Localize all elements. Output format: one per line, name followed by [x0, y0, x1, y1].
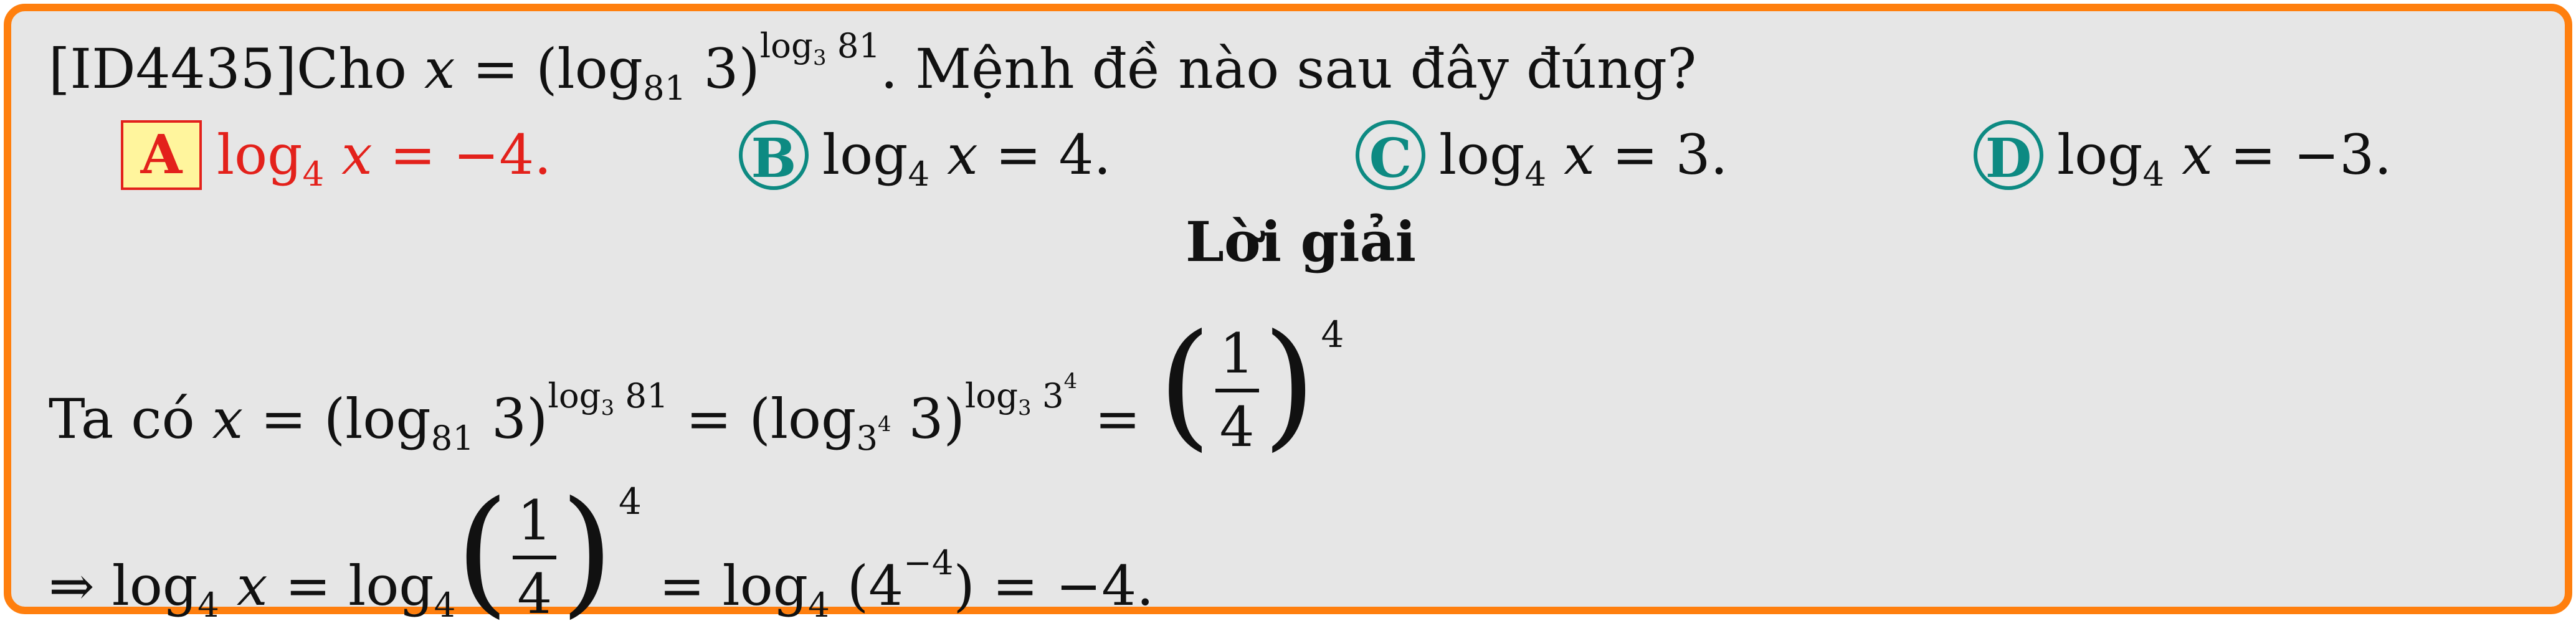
s1-c-sup-sup: 4 [1063, 369, 1078, 394]
s2-pow: 4 [619, 480, 642, 523]
s1-c-sub-sup: 4 [878, 411, 891, 436]
option-a-var: x [324, 123, 373, 187]
s2-sub1: 4 [197, 585, 219, 625]
s1-c-sub-base: 3 [856, 418, 878, 458]
s1-d: = [1077, 387, 1158, 451]
question-var: x [424, 37, 455, 101]
s1-b-sup2: 81 [614, 375, 668, 415]
s2-arrow: ⇒ log [49, 554, 198, 618]
s2-g-sup: −4 [903, 542, 954, 582]
option-c-log: log [1439, 123, 1525, 187]
option-d-label: D [1974, 120, 2043, 190]
s2-rparen: ) [560, 472, 614, 631]
s1-frac-bar [1215, 389, 1259, 392]
option-d-log: log [2057, 123, 2143, 187]
s1-c-sup-sub: 3 [1018, 395, 1032, 420]
s2-f: = log [641, 554, 809, 618]
option-d-rest: = −3. [2212, 123, 2392, 187]
solution-line-2 [49, 472, 1154, 631]
question-card [4, 4, 2572, 631]
option-a-base: 4 [302, 154, 325, 194]
option-a[interactable] [121, 120, 552, 194]
s2-sub2: 4 [434, 585, 456, 625]
s2-frac-bar [513, 556, 556, 559]
s1-c2: 3) [891, 387, 965, 451]
s1-b-sub: 81 [430, 418, 475, 458]
option-d-base: 4 [2142, 154, 2165, 194]
option-c-text [1439, 121, 1728, 194]
question-base: 81 [643, 68, 687, 108]
s1-x: x [212, 387, 244, 451]
option-c-rest: = 3. [1594, 123, 1728, 187]
option-b[interactable] [739, 120, 1111, 194]
s1-b-sup-log: log [548, 375, 601, 415]
option-d-var: x [2164, 123, 2213, 187]
s1-fraction-group [1157, 305, 1344, 464]
s2-fraction-group [455, 472, 642, 631]
s1-b-sup-sub: 3 [601, 395, 615, 420]
option-d-text [2057, 121, 2392, 194]
option-a-log: log [217, 123, 303, 187]
s2-e: = log [267, 554, 434, 618]
question-power-base: 3 [812, 45, 827, 70]
s1-c-sup-log: log [964, 375, 1019, 415]
question-power-arg: 81 [826, 25, 881, 65]
option-c-var: x [1546, 123, 1595, 187]
question-arg: 3) [686, 37, 760, 101]
s2-sub3: 4 [808, 585, 830, 625]
question-prefix: [ID4435]Cho [49, 37, 424, 101]
option-b-text [822, 121, 1111, 194]
s1-rparen: ) [1262, 305, 1316, 464]
question-text [49, 25, 1697, 108]
s1-c-sup2: 3 [1031, 375, 1064, 415]
option-a-rest: = −4. [372, 123, 552, 187]
s1-a: Ta có [49, 387, 212, 451]
question-suffix: . Mệnh đề nào sau đây đúng? [880, 37, 1697, 101]
option-c-base: 4 [1524, 154, 1547, 194]
option-b-label: B [739, 120, 809, 190]
question-eq: = (log [455, 37, 644, 101]
s1-b2: 3) [474, 387, 548, 451]
s1-num: 1 [1219, 321, 1255, 386]
option-a-label: A [121, 120, 202, 190]
s2-den: 4 [517, 562, 553, 626]
option-b-base: 4 [908, 154, 930, 194]
s2-fraction [513, 490, 556, 625]
s2-g: (4 [829, 554, 904, 618]
s1-c: = (log [668, 387, 857, 451]
solution-line-1 [49, 305, 1344, 464]
s1-b: = (log [243, 387, 431, 451]
s2-h: ) = −4. [953, 554, 1154, 618]
s2-lparen: ( [455, 472, 510, 631]
s1-lparen: ( [1157, 305, 1212, 464]
option-d[interactable] [1974, 120, 2392, 194]
question-power-log: log [759, 25, 813, 65]
s1-fraction [1215, 323, 1259, 458]
solution-title: Lời giải [1186, 209, 1417, 274]
option-b-log: log [822, 123, 908, 187]
question-power [759, 25, 881, 70]
option-b-rest: = 4. [977, 123, 1111, 187]
s1-c-sup [964, 369, 1078, 420]
s1-pow: 4 [1321, 313, 1344, 356]
option-c-label: C [1356, 120, 1425, 190]
s2-x: x [219, 554, 268, 618]
option-a-text [217, 121, 552, 194]
option-c[interactable] [1356, 120, 1728, 194]
option-b-var: x [929, 123, 978, 187]
s2-num: 1 [517, 488, 553, 553]
s1-b-sup [548, 375, 668, 420]
s1-c-sub [856, 411, 891, 458]
s1-den: 4 [1219, 395, 1255, 459]
